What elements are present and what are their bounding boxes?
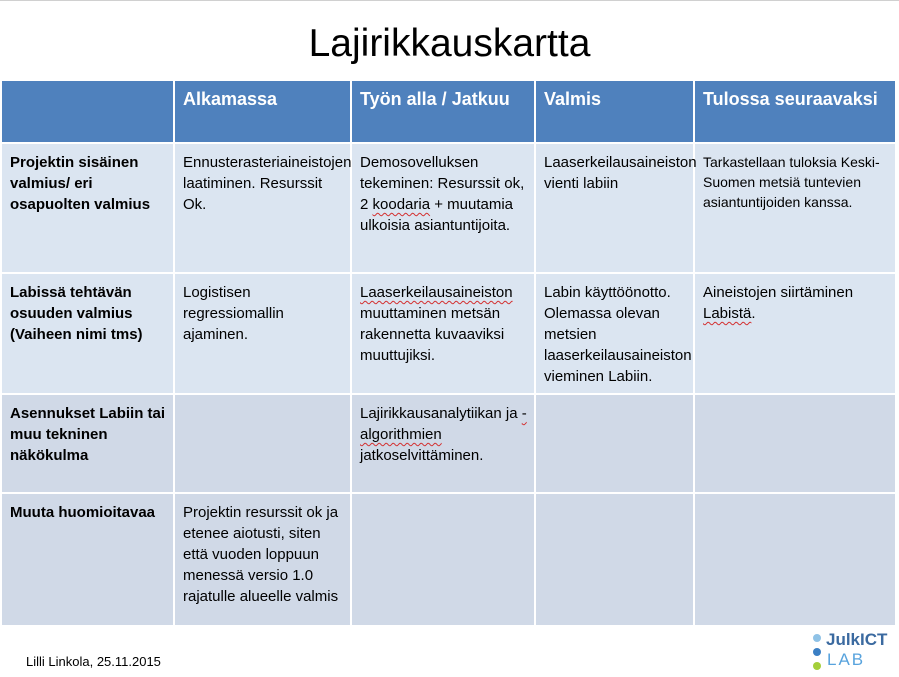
logo-dot-icon xyxy=(813,634,821,642)
table-header-row xyxy=(1,80,896,143)
table-cell: Logistisen regressiomallin ajaminen. xyxy=(174,273,351,394)
table-cell: Aineistojen siirtäminen Labistä. xyxy=(694,273,896,394)
table-cell: Labin käyttöönotto. Olemassa olevan metsien laaserkeilausaineiston vieminen Labiin. xyxy=(535,273,694,394)
row-label: Labissä tehtävän osuuden valmius (Vaiheen nimi tms) xyxy=(1,273,174,394)
table-row xyxy=(1,493,896,626)
table-cell xyxy=(535,493,694,626)
table-cell: Laaserkeilausaineiston vienti labiin xyxy=(535,143,694,273)
logo-dot-icon xyxy=(813,662,821,670)
header-tulossa: Tulossa seuraavaksi xyxy=(694,80,896,143)
table-cell: Tarkastellaan tuloksia Keski-Suomen metsiä tuntevien asiantuntijoiden kanssa. xyxy=(694,143,896,273)
logo-text-lab: LAB xyxy=(827,650,866,669)
table-cell xyxy=(694,493,896,626)
row-label: Projektin sisäinen valmius/ eri osapuolten valmius xyxy=(1,143,174,273)
logo-dot-icon xyxy=(813,648,821,656)
top-divider xyxy=(0,0,899,1)
table-cell: Laaserkeilausaineiston muuttaminen metsän rakennetta kuvaaviksi muuttujiksi. xyxy=(351,273,535,394)
table-row xyxy=(1,394,896,493)
header-alkamassa: Alkamassa xyxy=(174,80,351,143)
header-tyon-alla: Työn alla / Jatkuu xyxy=(351,80,535,143)
status-table xyxy=(0,79,897,627)
header-empty xyxy=(1,80,174,143)
row-label: Muuta huomioitavaa xyxy=(1,493,174,626)
table-row xyxy=(1,273,896,394)
table-cell: Ennusterasteriaineistojen laatiminen. Resurssit Ok. xyxy=(174,143,351,273)
table-cell: Projektin resurssit ok ja etenee aiotusti, siten että vuoden loppuun menessä versio 1.0 rajatulle alueelle valmis xyxy=(174,493,351,626)
table-cell: Demosovelluksen tekeminen: Resurssit ok, 2 koodaria + muutamia ulkoisia asiantuntijoita. xyxy=(351,143,535,273)
logo-text-julkict: JulkICT xyxy=(826,630,888,649)
table-row xyxy=(1,143,896,273)
table-cell xyxy=(174,394,351,493)
table-cell xyxy=(535,394,694,493)
table-cell: Lajirikkausanalytiikan ja -algorithmien jatkoselvittäminen. xyxy=(351,394,535,493)
slide-title: Lajirikkauskartta xyxy=(308,22,591,65)
table-cell xyxy=(351,493,535,626)
footer-author-date: Lilli Linkola, 25.11.2015 xyxy=(26,654,161,669)
row-label: Asennukset Labiin tai muu tekninen näkökulma xyxy=(1,394,174,493)
header-valmis: Valmis xyxy=(535,80,694,143)
julkict-lab-logo xyxy=(813,631,891,671)
table-cell xyxy=(694,394,896,493)
